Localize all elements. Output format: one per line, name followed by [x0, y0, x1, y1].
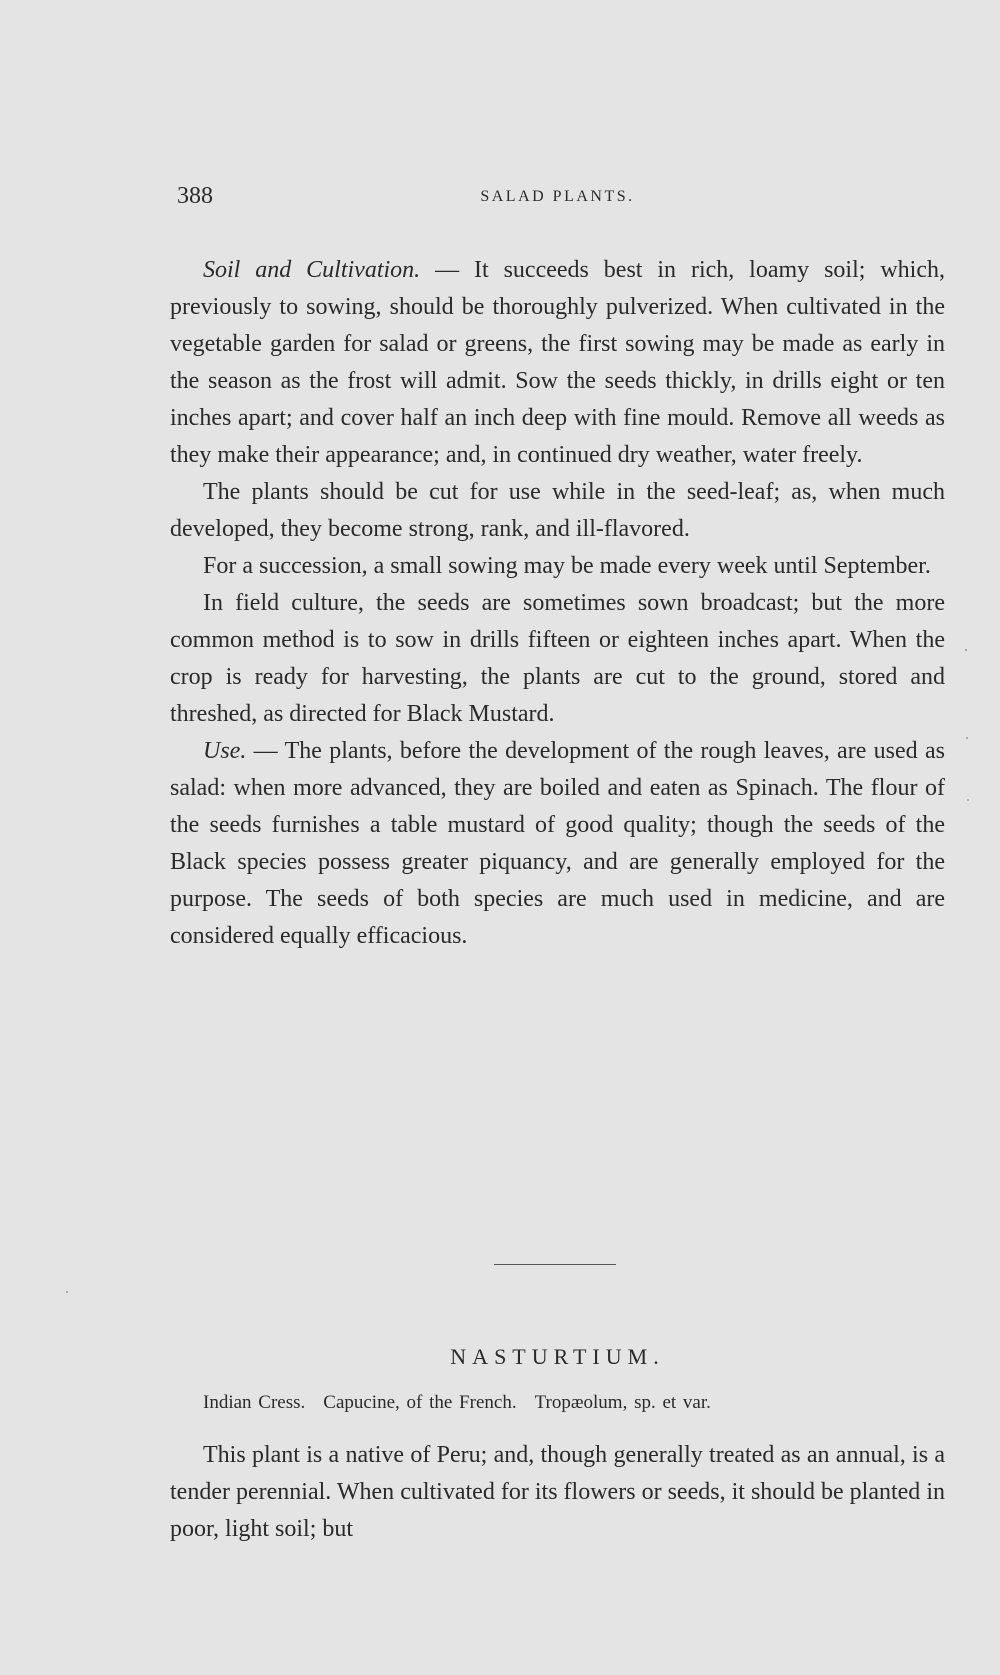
paper-speck: [66, 1291, 68, 1293]
nasturtium-body: [170, 1437, 945, 1548]
section-divider: [494, 1264, 616, 1265]
synonym-latin: Tropæolum, sp. et var.: [534, 1392, 711, 1413]
paragraph-use: [170, 733, 945, 955]
paragraph-text: — The plants, before the development of the rough leaves, are used as salad: when more advanced, they are boiled and eaten as Spinach. The flour of the seeds furnishes a table mustard of good quality; though the seeds of the Black species possess greater piquancy, and are generally employed for the purpose. The seeds of both species are much used in medicine, and are considered equally efficacious.: [170, 738, 945, 949]
running-head: [170, 183, 945, 213]
paragraph-text: — It succeeds best in rich, loamy soil; which, previously to sowing, should be thoroughly pulverized. When cultivated in the vegetable garden for salad or greens, the first sowing may be made as early in the season as the frost will admit. Sow the seeds thickly, in drills eight or ten inches apart; and cover half an inch deep with fine mould. Remove all weeds as they make their appearance; and, in continued dry weather, water freely.: [170, 257, 945, 468]
paragraph-cutting: The plants should be cut for use while in the seed-leaf; as, when much developed, they become strong, rank, and ill-flavored.: [170, 479, 945, 542]
paper-speck: [965, 649, 967, 651]
running-head-title: SALAD PLANTS.: [480, 188, 635, 205]
paragraph-lead: Use.: [203, 738, 247, 764]
section-title: NASTURTIUM.: [450, 1344, 665, 1369]
paragraph-succession: For a succession, a small sowing may be made every week until September.: [203, 553, 931, 579]
paragraph-native: This plant is a native of Peru; and, though generally treated as an annual, is a tender perennial. When cultivated for its flowers or seeds, it should be planted in poor, light soil; but: [170, 1442, 945, 1542]
paragraph-soil-cultivation: [170, 252, 945, 474]
synonym-english: Indian Cress.: [203, 1392, 306, 1413]
page-number: 388: [177, 183, 213, 209]
paragraph-lead: Soil and Cultivation.: [203, 257, 421, 283]
paper-speck: [967, 799, 969, 801]
synonym-french: Capucine, of the French.: [323, 1392, 517, 1413]
synonyms-line: [203, 1392, 945, 1414]
paper-speck: [966, 737, 968, 739]
section-body: [170, 252, 945, 955]
paragraph-field-culture: In field culture, the seeds are sometimes sown broadcast; but the more common method is to sow in drills fifteen or eighteen inches apart. When the crop is ready for harvesting, the plants are cut to the ground, stored and threshed, as directed for Black Mustard.: [170, 590, 945, 727]
